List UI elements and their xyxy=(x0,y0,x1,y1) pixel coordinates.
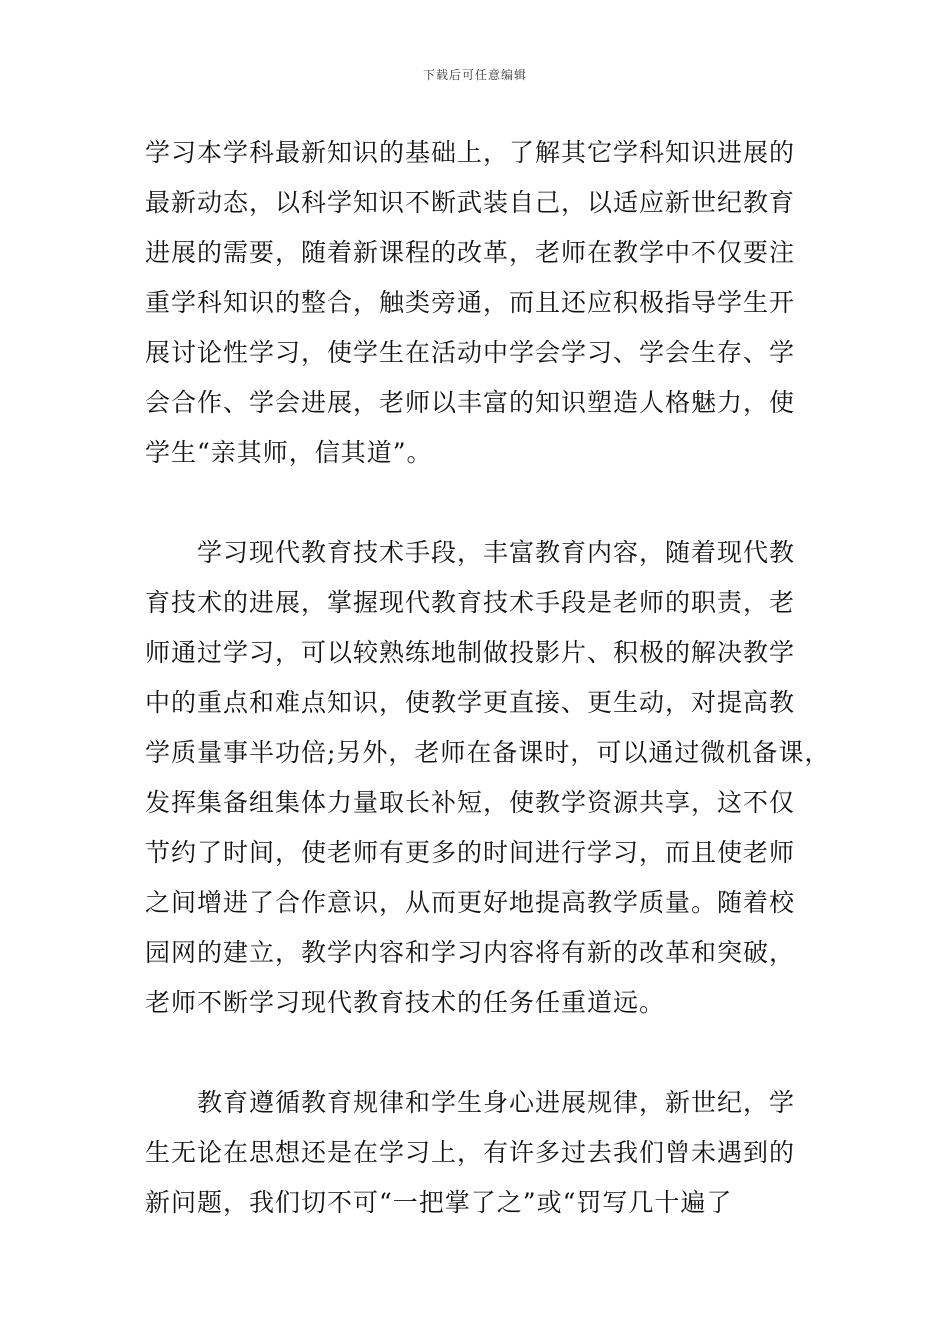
text-line: 中的重点和难点知识，使教学更直接、更生动，对提高教 xyxy=(145,688,796,717)
body-text xyxy=(145,128,831,1228)
text-line: 重学科知识的整合，触类旁通，而且还应积极指导学生开 xyxy=(145,288,796,317)
text-line: 师通过学习，可以较熟练地制做投影片、积极的解决教学 xyxy=(145,638,796,667)
text-line: 最新动态，以科学知识不断武装自己，以适应新世纪教育 xyxy=(145,188,796,217)
paragraph-1 xyxy=(145,128,825,478)
text-line: 育技术的进展，掌握现代教育技术手段是老师的职责，老 xyxy=(145,588,796,617)
text-line: 学习现代教育技术手段，丰富教育内容，随着现代教 xyxy=(145,538,796,567)
paragraph-2 xyxy=(145,528,831,1028)
paragraph-gap xyxy=(145,478,825,528)
text-line: 学生“亲其师，信其道”。 xyxy=(145,438,433,467)
text-line: 教育遵循教育规律和学生身心进展规律，新世纪，学 xyxy=(145,1088,796,1117)
text-line: 园网的建立，教学内容和学习内容将有新的改革和突破， xyxy=(145,938,796,967)
text-line: 展讨论性学习，使学生在活动中学会学习、学会生存、学 xyxy=(145,338,796,367)
text-line: 学质量事半功倍;另外，老师在备课时，可以通过微机备课， xyxy=(145,738,831,767)
header-note: 下载后可任意编辑 xyxy=(422,68,527,82)
text-line: 生无论在思想还是在学习上，有许多过去我们曾未遇到的 xyxy=(145,1138,796,1167)
text-line: 节约了时间，使老师有更多的时间进行学习，而且使老师 xyxy=(145,838,796,867)
text-line: 老师不断学习现代教育技术的任务任重道远。 xyxy=(145,988,666,1017)
paragraph-3 xyxy=(145,1078,825,1228)
text-line: 新问题，我们切不可“一把掌了之”或“罚写几十遍了 xyxy=(145,1188,733,1217)
text-line: 之间增进了合作意识，从而更好地提高教学质量。随着校 xyxy=(145,888,796,917)
text-line: 会合作、学会进展，老师以丰富的知识塑造人格魅力，使 xyxy=(145,388,796,417)
text-line: 进展的需要，随着新课程的改革，老师在教学中不仅要注 xyxy=(145,238,796,267)
text-line: 发挥集备组集体力量取长补短，使教学资源共享，这不仅 xyxy=(145,788,796,817)
paragraph-gap xyxy=(145,1028,825,1078)
text-line: 学习本学科最新知识的基础上，了解其它学科知识进展的 xyxy=(145,138,796,167)
